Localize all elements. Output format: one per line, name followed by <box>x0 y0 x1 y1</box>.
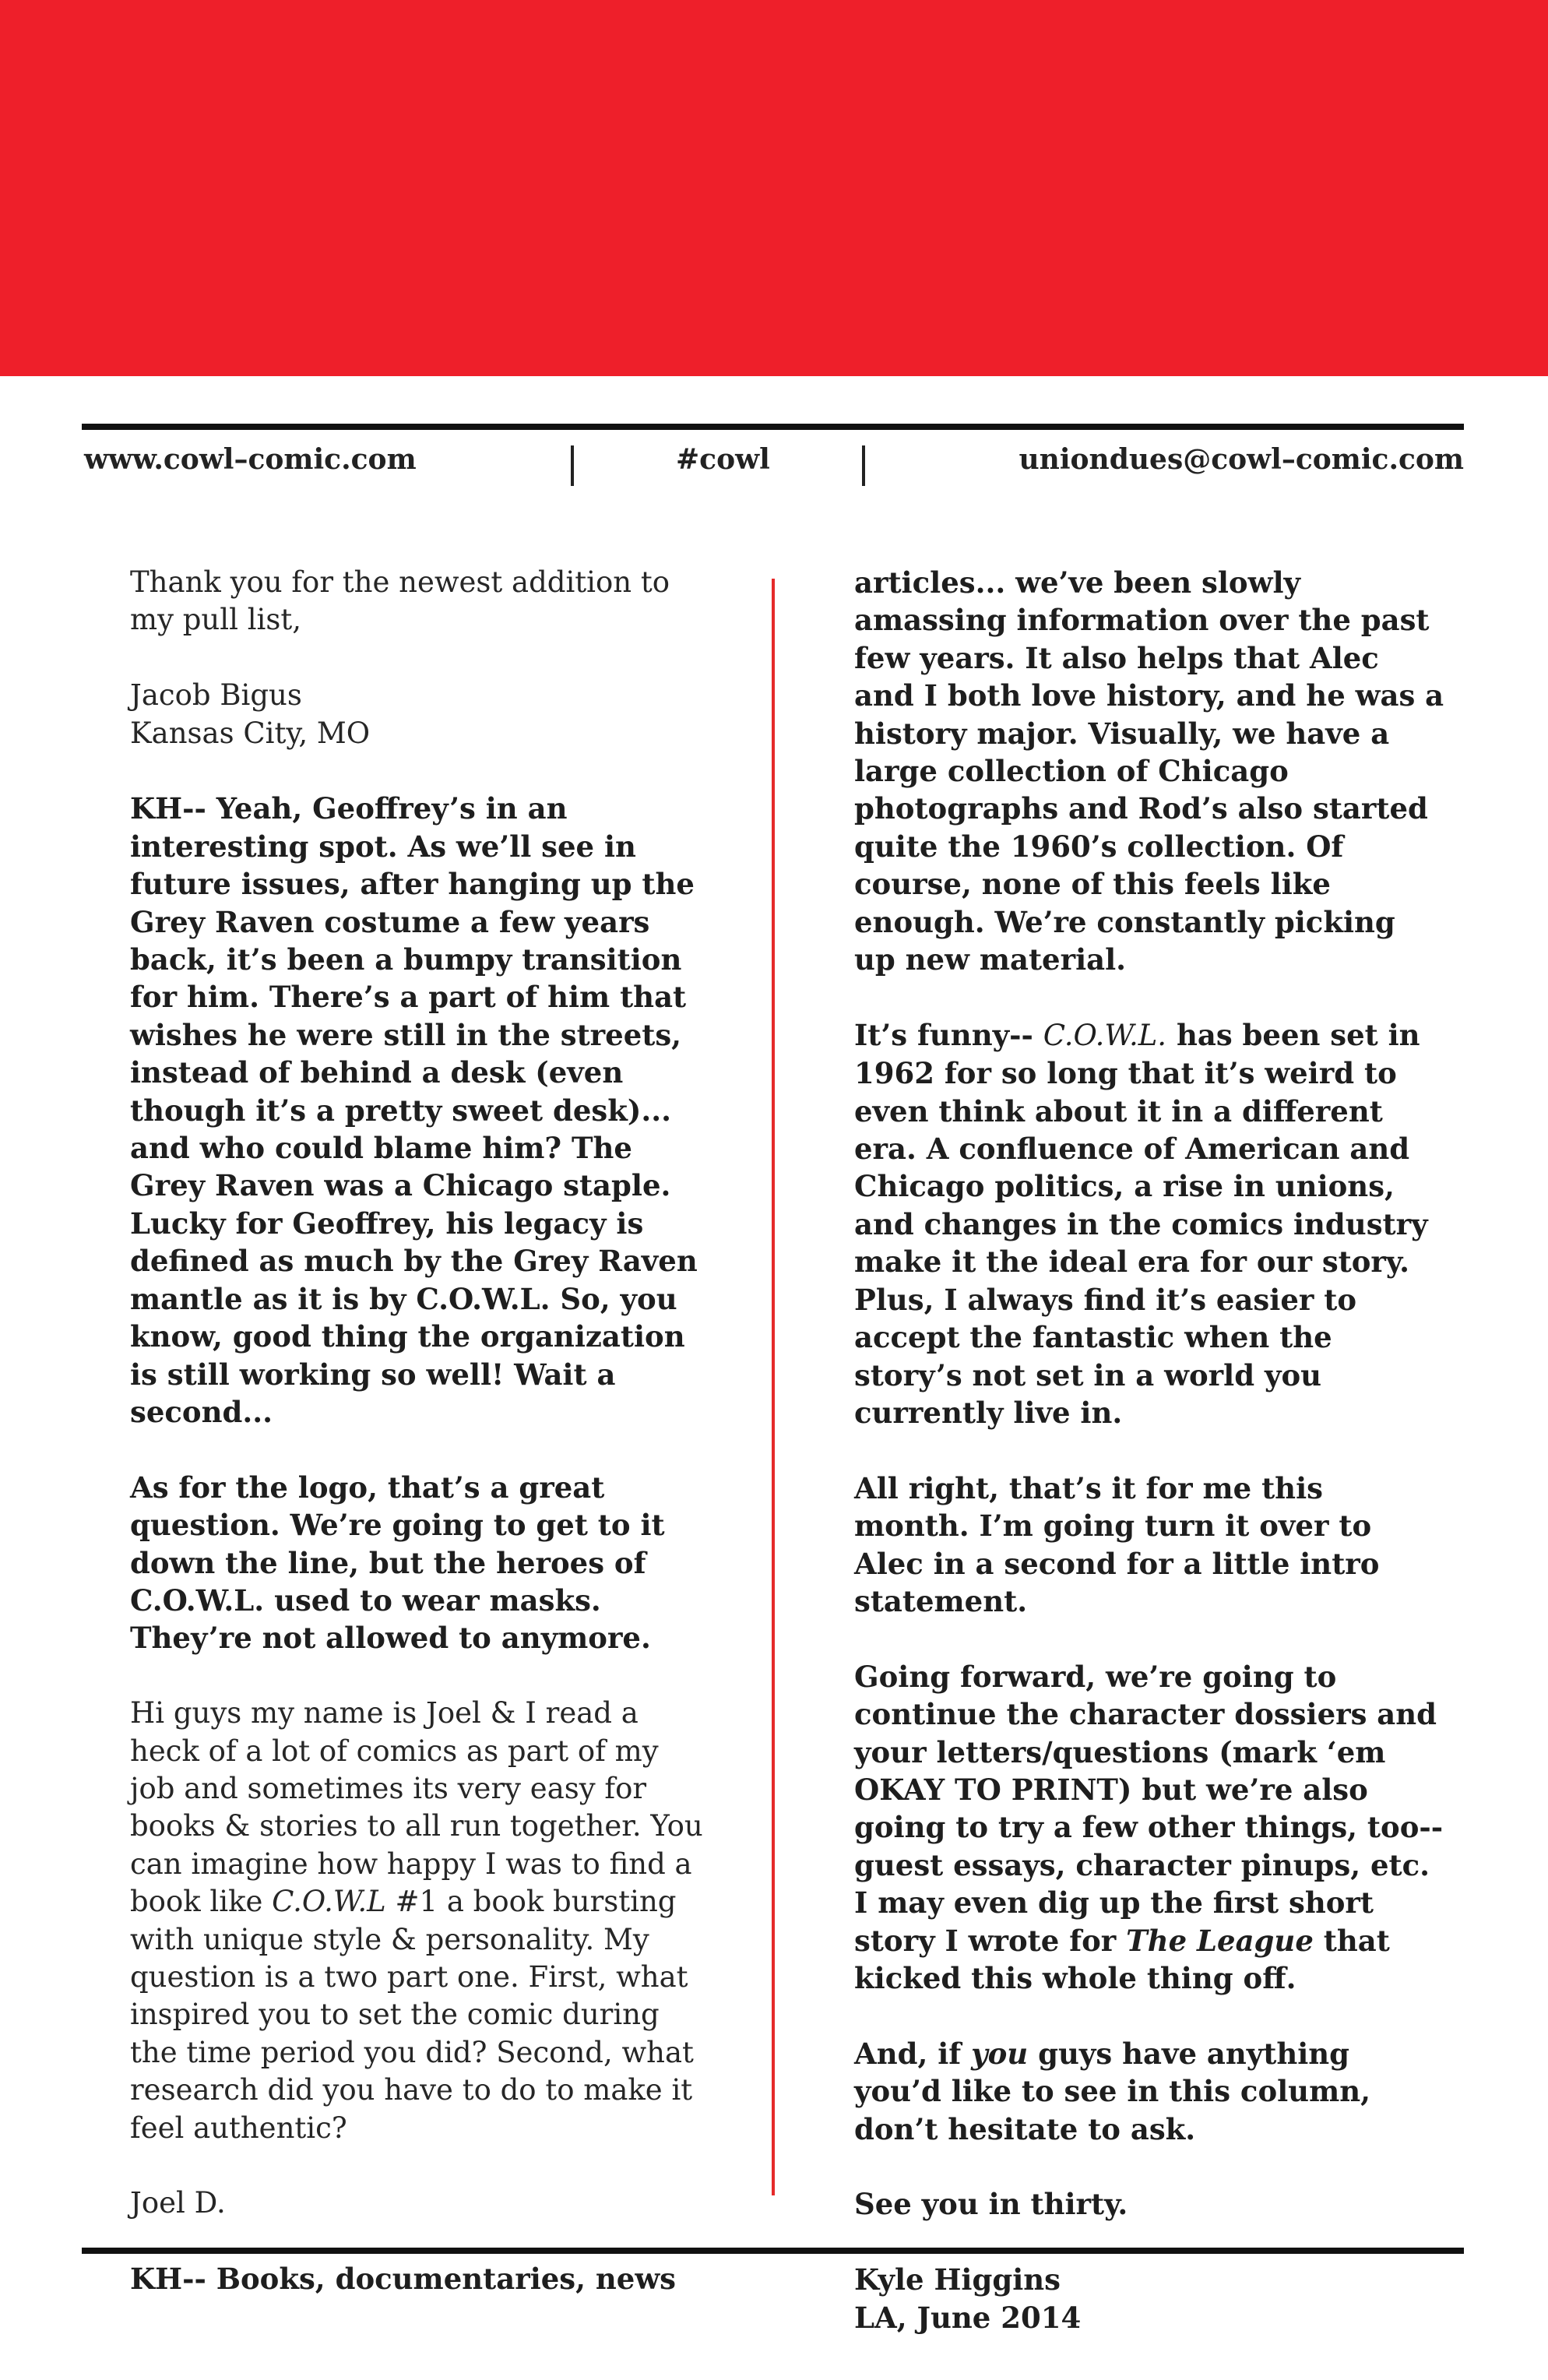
reply1-paragraph-1: KH-- Yeah, Geoffrey’s in an interesting spot. As we’ll see in future issues, after hanging up the Grey Raven costume a few years back, it’s been a bumpy transition for him. There’s a part of him that wishes he were still in the streets, instead of behind a desk (even though it’s a pretty sweet desk)... and who could blame him? The Grey Raven was a Chicago staple. Lucky for Geoffrey, his legacy is defined as much by the Grey Raven mantle as it is by C.O.W.L. So, you know, good thing the organization is still working so well! Wait a second... <box>130 791 698 1429</box>
reply2-paragraph-1: KH-- Books, documentaries, news <box>130 2262 677 2297</box>
letter1-closing: Thank you for the newest addition to my pull list, <box>130 565 670 637</box>
reply2-paragraph-1-cont: articles... we’ve been slowly amassing information over the past few years. It also helps that Alec and I both love history, and he was a history major. Visually, we have a large collection of Chicago photographs and Rod’s also started quite the 1960’s collection. Of course, none of this feels like enough. We’re constantly picking up new material. <box>854 565 1444 977</box>
letter2-title: C.O.W.L <box>272 1885 386 1919</box>
reply2-p5-start: And, if <box>854 2036 972 2071</box>
reply2-p2-title: C.O.W.L. <box>1043 1018 1167 1052</box>
header-rule-top <box>82 424 1464 430</box>
reply2-sig-name: Kyle Higgins <box>854 2262 1061 2297</box>
reply2-p5-end: guys have anything you’d like to see in this column, don’t hesitate to ask. <box>854 2036 1371 2146</box>
reply2-p4-end: that kicked this whole thing off. <box>854 1923 1390 1995</box>
reply2-p4-start: Going forward, we’re going to continue the character dossiers and your letters/questions (mark ‘em OKAY TO PRINT) but we’re also going to try a few other things, too-- guest essays, character pinups, etc. I may even dig up the first short story I wrote for <box>854 1659 1444 1958</box>
reply2-p4-title: The League <box>1126 1923 1314 1958</box>
reply2-p2-end: has been set in 1962 for so long that it’s weird to even think about it in a different era. A confluence of American and Chicago politics, a rise in unions, and changes in the comics industry make it the ideal era for our story. Plus, I always find it’s easier to accept the fantastic when the story’s not set in a world you currently live in. <box>854 1017 1428 1430</box>
column-divider <box>772 579 775 2195</box>
letter2-body-end: #1 a book bursting with unique style & personality. My question is a two part one. First, what inspired you to set the comic during the time period you did? Second, what research did you have to do to make it feel authentic? <box>130 1885 694 2145</box>
email-link[interactable]: uniondues@cowl–comic.com <box>1019 443 1464 476</box>
reply2-paragraph-4 <box>854 1658 1446 1998</box>
website-link[interactable]: www.cowl–comic.com <box>84 443 417 476</box>
reply2-paragraph-6: See you in thirty. <box>854 2187 1128 2222</box>
right-column <box>854 564 1446 2336</box>
letter1-location: Kansas City, MO <box>130 716 371 750</box>
reply1-paragraph-2: As for the logo, that’s a great question. We’re going to get to it down the line, but the heroes of C.O.W.L. used to wear masks. They’re not allowed to anymore. <box>130 1470 665 1656</box>
letter2-body-start: Hi guys my name is Joel & I read a heck of a lot of comics as part of my job and sometimes its very easy for books & stories to all run together. You can imagine how happy I was to find a book like <box>130 1696 703 1919</box>
hashtag-link[interactable]: #cowl <box>676 443 770 476</box>
reply2-sig-place: LA, June 2014 <box>854 2300 1082 2335</box>
red-banner <box>0 0 1548 376</box>
reply2-paragraph-2 <box>854 1016 1446 1431</box>
header-separator <box>862 445 865 486</box>
footer-rule-bottom <box>82 2248 1464 2254</box>
letter1-signature <box>130 677 706 752</box>
reply2-p5-em: you <box>971 2036 1029 2071</box>
reply2-signature <box>854 2261 1446 2336</box>
letter2-body <box>130 1695 706 2147</box>
letter2-name: Joel D. <box>130 2186 226 2220</box>
left-column <box>130 564 706 2298</box>
letter1-name: Jacob Bigus <box>130 678 302 713</box>
reply2-paragraph-3: All right, that’s it for me this month. I’m going turn it over to Alec in a second for a little intro statement. <box>854 1470 1380 1618</box>
reply2-paragraph-5 <box>854 2035 1446 2148</box>
reply2-p2-start: It’s funny-- <box>854 1017 1043 1052</box>
header-separator <box>571 445 574 486</box>
